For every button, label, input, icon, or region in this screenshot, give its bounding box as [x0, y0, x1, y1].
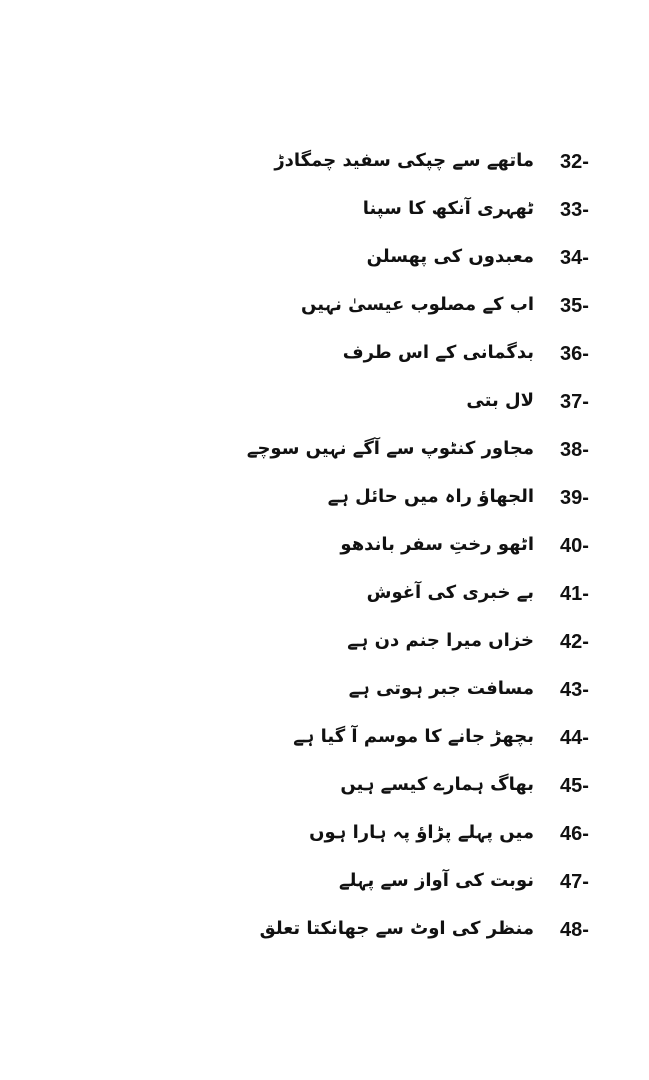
toc-entry	[0, 474, 649, 522]
entry-title: بے خبری کی آغوش	[366, 582, 534, 603]
toc-entry	[0, 714, 649, 762]
entry-number: 45-	[560, 775, 589, 797]
entry-number: 41-	[560, 583, 589, 605]
toc-entry	[0, 570, 649, 618]
entry-number: 33-	[560, 199, 589, 221]
entry-title: الجھاؤ راہ میں حائل ہے	[327, 486, 534, 507]
toc-entry	[0, 618, 649, 666]
toc-entry	[0, 666, 649, 714]
entry-number: 35-	[560, 295, 589, 317]
entry-title: مسافت جبر ہوتی ہے	[348, 678, 534, 699]
entry-title: بھاگ ہمارے کیسے ہیں	[340, 774, 534, 795]
entry-title: میں پہلے پڑاؤ پہ ہارا ہوں	[309, 822, 534, 843]
toc-entry	[0, 762, 649, 810]
toc-entry	[0, 810, 649, 858]
entry-title: لال بتی	[466, 390, 534, 411]
entry-number: 47-	[560, 871, 589, 893]
entry-number: 46-	[560, 823, 589, 845]
toc-entry	[0, 426, 649, 474]
toc-entry	[0, 906, 649, 954]
toc-entry	[0, 378, 649, 426]
entry-number: 34-	[560, 247, 589, 269]
entry-number: 39-	[560, 487, 589, 509]
toc-entry	[0, 234, 649, 282]
table-of-contents	[0, 138, 649, 958]
entry-number: 42-	[560, 631, 589, 653]
entry-title: خزاں میرا جنم دن ہے	[347, 630, 534, 651]
entry-title: مجاور کنٹوپ سے آگے نہیں سوچے	[246, 438, 534, 459]
entry-number: 43-	[560, 679, 589, 701]
toc-entry	[0, 282, 649, 330]
toc-entry	[0, 186, 649, 234]
entry-title: بچھڑ جانے کا موسم آ گیا ہے	[293, 726, 534, 747]
entry-title: اٹھو رختِ سفر باندھو	[340, 534, 534, 555]
entry-number: 32-	[560, 151, 589, 173]
toc-entry	[0, 522, 649, 570]
toc-entry	[0, 138, 649, 186]
entry-title: ماتھے سے چپکی سفید چمگادڑ	[274, 150, 534, 171]
entry-number: 40-	[560, 535, 589, 557]
entry-title: منظر کی اوٹ سے جھانکتا تعلق	[259, 918, 534, 939]
toc-entry	[0, 858, 649, 906]
entry-title: ٹھہری آنکھ کا سپنا	[362, 198, 534, 219]
entry-title: بدگمانی کے اس طرف	[342, 342, 534, 363]
entry-title: نوبت کی آواز سے پہلے	[339, 870, 534, 891]
entry-title: اب کے مصلوب عیسیٰ نہیں	[301, 294, 534, 315]
entry-number: 37-	[560, 391, 589, 413]
toc-entry	[0, 330, 649, 378]
entry-number: 44-	[560, 727, 589, 749]
entry-number: 36-	[560, 343, 589, 365]
entry-number: 48-	[560, 919, 589, 941]
entry-title: معبدوں کی پھسلن	[366, 246, 534, 267]
entry-number: 38-	[560, 439, 589, 461]
